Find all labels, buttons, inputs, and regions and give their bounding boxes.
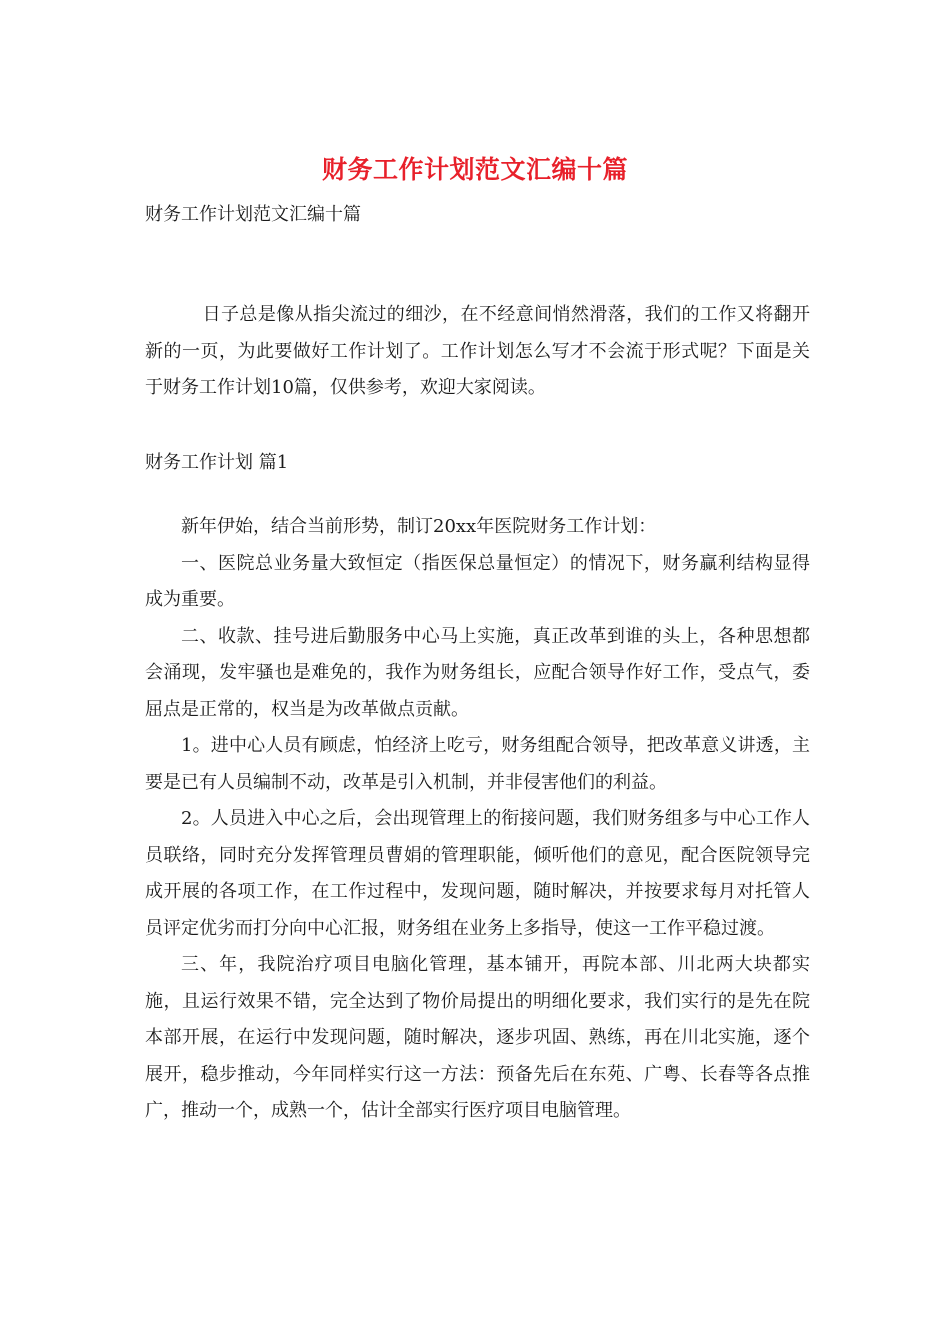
intro-paragraph: 日子总是像从指尖流过的细沙，在不经意间悄然滑落，我们的工作又将翻开新的一页，为此要做好工作计划了。工作计划怎么写才不会流于形式呢？下面是关于财务工作计划10篇，仅供参考，欢迎大家阅读。 [145, 304, 810, 398]
paragraph: 2。人员进入中心之后，会出现管理上的衔接问题，我们财务组多与中心工作人员联络，同时充分发挥管理员曹娟的管理职能，倾听他们的意见，配合医院领导完成开展的各项工作，在工作过程中，发现问题，随时解决，并按要求每月对托管人员评定优劣而打分向中心汇报，财务组在业务上多指导，使这一工作平稳过渡。 [145, 808, 810, 939]
paragraph: 三、年，我院治疗项目电脑化管理，基本铺开，再院本部、川北两大块都实施，且运行效果不错，完全达到了物价局提出的明细化要求，我们实行的是先在院本部开展，在运行中发现问题，随时解决，逐步巩固、熟练，再在川北实施，逐个展开，稳步推动，今年同样实行这一方法：预备先后在东苑、广粤、长春等各点推广，推动一个，成熟一个，估计全部实行医疗项目电脑管理。 [145, 954, 810, 1121]
section-body [145, 509, 810, 1130]
paragraph: 二、收款、挂号进后勤服务中心马上实施，真正改革到谁的头上，各种思想都会涌现，发牢骚也是难免的，我作为财务组长，应配合领导作好工作，受点气，委屈点是正常的，权当是为改革做点贡献。 [145, 625, 810, 720]
document-title: 财务工作计划范文汇编十篇 [321, 155, 628, 184]
paragraph: 新年伊始，结合当前形势，制订20xx年医院财务工作计划： [181, 516, 657, 537]
document-subtitle: 财务工作计划范文汇编十篇 [145, 204, 361, 225]
paragraph: 1。进中心人员有顾虑，怕经济上吃亏，财务组配合领导，把改革意义讲透，主要是已有人员编制不动，改革是引入机制，并非侵害他们的利益。 [145, 735, 810, 793]
intro-block [145, 297, 810, 407]
paragraph: 一、医院总业务量大致恒定（指医保总量恒定）的情况下，财务赢利结构显得成为重要。 [145, 552, 810, 610]
section-heading: 财务工作计划 篇1 [145, 452, 289, 473]
